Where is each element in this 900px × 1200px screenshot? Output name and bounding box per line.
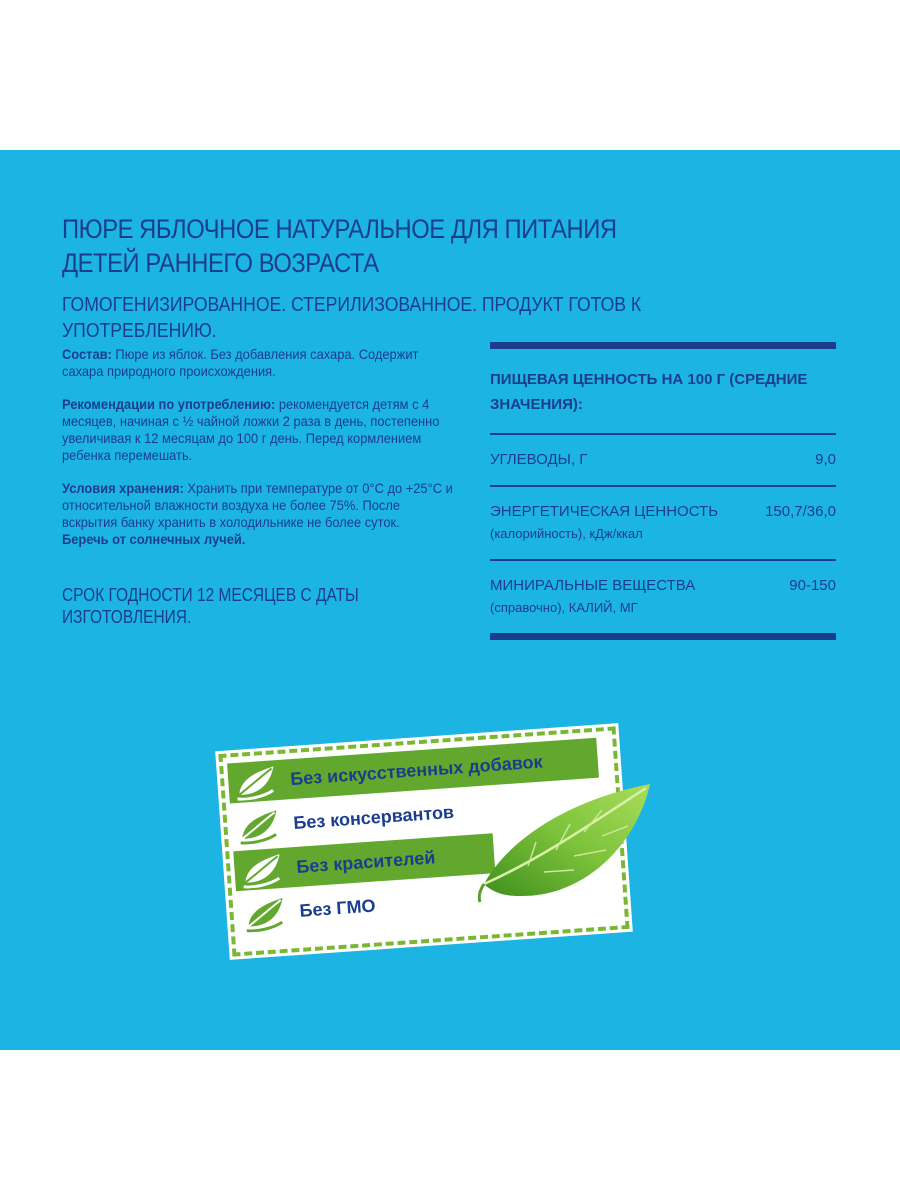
badge-item-label: Без консервантов: [292, 801, 455, 833]
nutrition-row-sublabel: (справочно), КАЛИЙ, МГ: [490, 600, 638, 615]
storage-text: Хранить при температуре от 0°С до +25°С и относительной влажности воздуха не более 75%. После вскрытия банку хранить в холодильнике не более суток.: [62, 480, 453, 530]
composition-block: [62, 346, 458, 380]
nutrition-table: [490, 342, 836, 640]
storage-block: [62, 480, 458, 548]
product-details: [62, 346, 458, 564]
usage-label: Рекомендации по употреблению:: [62, 396, 276, 412]
product-title: ПЮРЕ ЯБЛОЧНОЕ НАТУРАЛЬНОЕ ДЛЯ ПИТАНИЯ ДЕТЕЙ РАННЕГО ВОЗРАСТА: [62, 214, 617, 278]
leaf-icon: [234, 806, 284, 845]
badge-item-label: Без красителей: [295, 846, 436, 877]
nutrition-row: [490, 561, 836, 633]
badge-item-label: Без ГМО: [298, 895, 377, 921]
nutrition-row-value: 9,0: [815, 451, 836, 468]
green-leaf-illustration: [478, 780, 658, 910]
storage-label: Условия хранения:: [62, 480, 184, 496]
nutrition-row-sublabel: (калорийность), кДж/ккал: [490, 526, 643, 541]
leaf-icon: [240, 894, 290, 933]
storage-note: Беречь от солнечных лучей.: [62, 531, 246, 547]
nutrition-heading: ПИЩЕВАЯ ЦЕННОСТЬ НА 100 Г (СРЕДНИЕ ЗНАЧЕНИЯ):: [490, 371, 808, 413]
composition-text: Пюре из яблок. Без добавления сахара. Содержит сахара природного происхождения.: [62, 346, 419, 379]
nutrition-row: [490, 487, 836, 559]
usage-block: [62, 396, 458, 464]
leaf-icon: [231, 762, 281, 801]
nutrition-row-label: МИНИРАЛЬНЫЕ ВЕЩЕСТВА: [490, 577, 696, 594]
table-bottom-rule: [490, 633, 836, 640]
composition-label: Состав:: [62, 346, 112, 362]
nutrition-row-value: 90-150: [789, 577, 836, 594]
nutrition-row-label: ЭНЕРГЕТИЧЕСКАЯ ЦЕННОСТЬ: [490, 503, 719, 520]
table-top-rule: [490, 342, 836, 349]
product-subtitle: ГОМОГЕНИЗИРОВАННОЕ. СТЕРИЛИЗОВАННОЕ. ПРОДУКТ ГОТОВ К УПОТРЕБЛЕНИЮ.: [62, 294, 642, 342]
nutrition-row-value: 150,7/36,0: [765, 503, 836, 520]
nutrition-row-label: УГЛЕВОДЫ, Г: [490, 451, 588, 468]
leaf-icon: [237, 850, 287, 889]
nutrition-row: [490, 435, 836, 485]
badge-item-label: Без искусственных добавок: [289, 751, 544, 789]
shelf-life: СРОК ГОДНОСТИ 12 МЕСЯЦЕВ С ДАТЫ ИЗГОТОВЛЕНИЯ.: [62, 585, 359, 627]
usage-text: рекомендуется детям с 4 месяцев, начиная с ½ чайной ложки 2 раза в день, постепенно увеличивая к 12 месяцам до 100 г день. Перед кормлением ребенка перемешать.: [62, 396, 440, 463]
product-info-panel: [0, 150, 900, 1050]
